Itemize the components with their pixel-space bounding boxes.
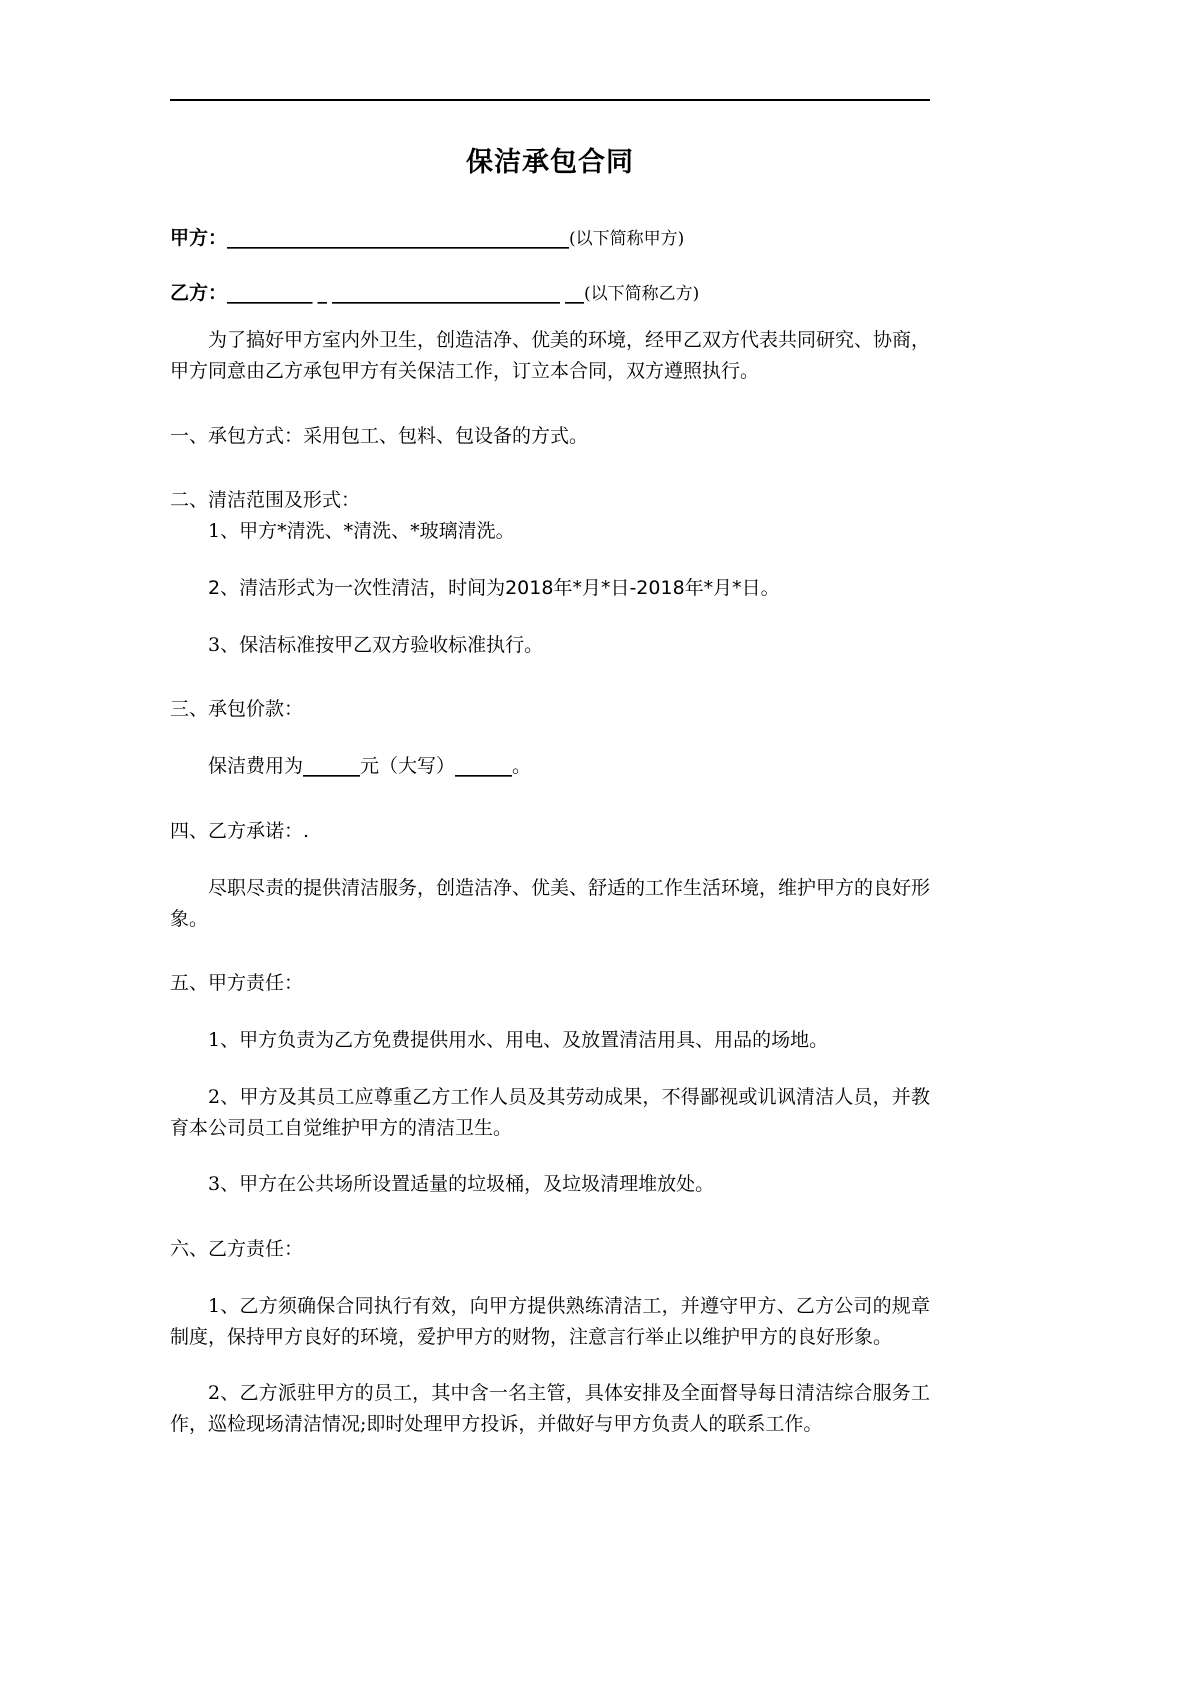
section-heading-4: 四、乙方承诺：.: [170, 819, 310, 842]
fee-amount-blank[interactable]: ______: [303, 755, 361, 778]
party-b-blank-4[interactable]: _______________: [341, 281, 485, 304]
section-heading-3: 三、承包价款：: [170, 698, 304, 721]
spacer: [170, 1200, 930, 1234]
fee-suffix: 。: [512, 755, 532, 778]
section-2-item-2: 2、清洁形式为一次性清洁，时间为2018年*月*日-2018年*月*日。: [208, 576, 780, 599]
spacer: [170, 180, 930, 224]
section-2-item-1: 1、甲方*清洗、*清洗、*玻璃清洗。: [208, 520, 515, 543]
party-a-line: [170, 224, 930, 253]
party-b-blank-5[interactable]: ________: [484, 281, 561, 304]
section-4-item-1: 尽职尽责的提供清洁服务，创造洁净、优美、舒适的工作生活环境，维护甲方的良好形象。: [170, 876, 931, 930]
spacer: [170, 1265, 930, 1291]
spacer: [170, 451, 930, 485]
party-b-label: 乙方：: [170, 281, 228, 304]
section-heading-2: 二、清洁范围及形式：: [170, 489, 361, 512]
section-heading-5: 五、甲方责任：: [170, 972, 304, 995]
fee-middle: 元（大写）: [360, 755, 456, 778]
party-b-blank-2[interactable]: _: [317, 281, 328, 304]
preamble-paragraph: 为了搞好甲方室内外卫生，创造洁净、优美的环境，经甲乙双方代表共同研究、协商，甲方同意由乙方承包甲方有关保洁工作，订立本合同，双方遵照执行。: [170, 329, 931, 382]
fee-prefix: 保洁费用为: [208, 755, 304, 778]
spacer: [170, 307, 930, 325]
section-5-item-2: 2、甲方及其员工应尊重乙方工作人员及其劳动成果，不得鄙视或讥讽清洁人员，并教育本公司员工自觉维护甲方的清洁卫生。: [170, 1085, 930, 1139]
party-b-note: (以下简称乙方): [584, 283, 700, 304]
party-b-blank-1[interactable]: _________: [227, 281, 313, 304]
spacer: [170, 660, 930, 694]
spacer: [170, 1143, 930, 1169]
party-a-label: 甲方：: [170, 227, 228, 250]
spacer: [170, 725, 930, 751]
spacer: [170, 999, 930, 1025]
section-heading-6: 六、乙方责任：: [170, 1238, 304, 1261]
spacer: [170, 782, 930, 816]
section-2-item-3: 3、保洁标准按甲乙双方验收标准执行。: [208, 633, 544, 656]
spacer: [170, 253, 930, 279]
party-b-blank-6[interactable]: _: [565, 281, 575, 304]
document-content: [170, 0, 930, 1440]
spacer: [170, 1056, 930, 1082]
page-title: 保洁承包合同: [466, 147, 634, 178]
party-b-line: [170, 279, 930, 308]
fee-words-blank[interactable]: ______: [455, 755, 513, 778]
spacer: [170, 934, 930, 968]
spacer: [170, 847, 930, 873]
spacer: [170, 387, 930, 421]
party-a-blank-3[interactable]: ____: [531, 227, 570, 250]
spacer: [170, 547, 930, 573]
section-6-item-2: 2、乙方派驻甲方的员工，其中含一名主管，具体安排及全面督导每日清洁综合服务工作，巡检现场清洁情况;即时处理甲方投诉，并做好与甲方负责人的联系工作。: [170, 1382, 930, 1436]
party-a-note: (以下简称甲方): [569, 229, 685, 250]
section-6-item-1: 1、乙方须确保合同执行有效，向甲方提供熟练清洁工，并遵守甲方、乙方公司的规章制度，保持甲方良好的环境，爱护甲方的财物，注意言行举止以维护甲方的良好形象。: [170, 1294, 930, 1348]
spacer: [170, 604, 930, 630]
party-a-blank-1[interactable]: ___: [227, 227, 256, 250]
spacer: [170, 1352, 930, 1378]
section-heading-1: 一、承包方式：采用包工、包料、包设备的方式。: [170, 424, 589, 447]
party-b-blank-7[interactable]: _: [574, 281, 585, 304]
section-5-item-1: 1、甲方负责为乙方免费提供用水、用电、及放置清洁用具、用品的场地。: [208, 1029, 829, 1052]
section-5-item-3: 3、甲方在公共场所设置适量的垃圾桶，及垃圾清理堆放处。: [208, 1173, 715, 1196]
fee-line: [170, 751, 930, 782]
party-b-blank-3[interactable]: _: [332, 281, 342, 304]
party-a-blank-2[interactable]: _____________________________: [255, 227, 532, 250]
